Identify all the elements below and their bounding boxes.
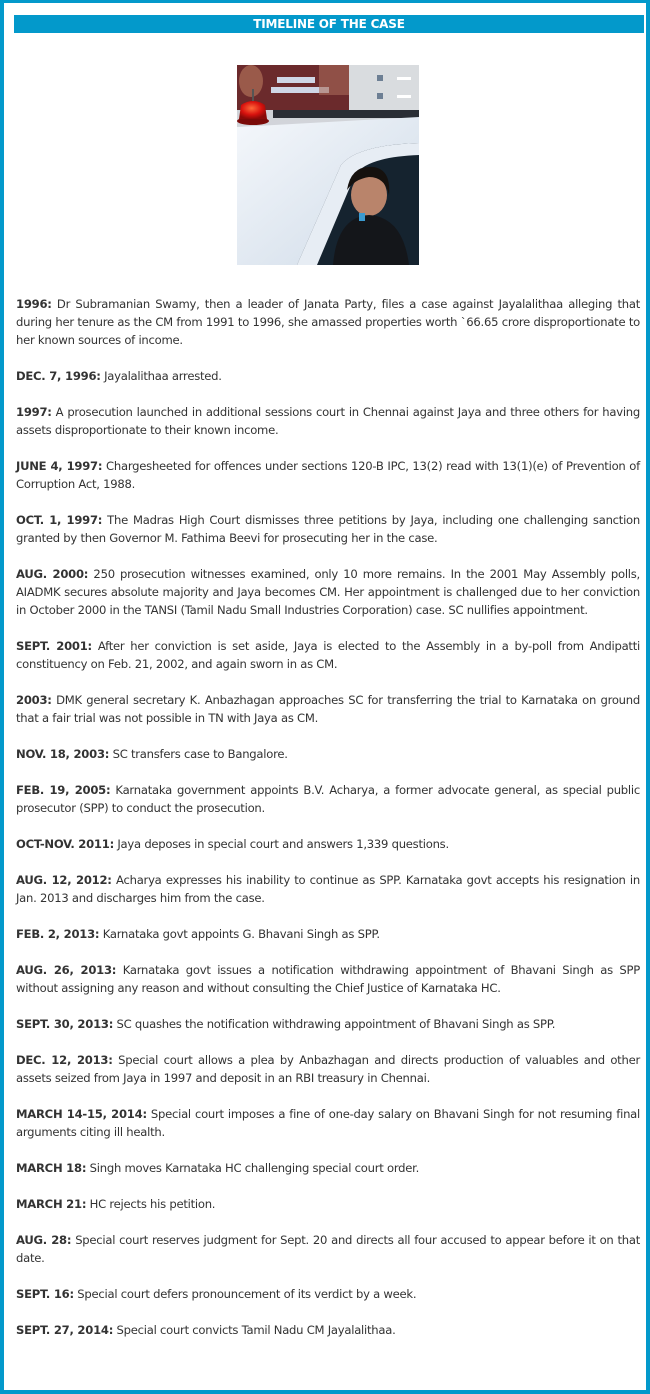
timeline-text: Special court defers pronouncement of its verdict by a week. bbox=[73, 1287, 417, 1301]
timeline-entry bbox=[16, 295, 640, 349]
timeline-text: Jaya deposes in special court and answers 1,339 questions. bbox=[113, 837, 449, 851]
timeline-text: DMK general secretary K. Anbazhagan approaches SC for transferring the trial to Karnataka on ground that a fair trial was not possible in TN with Jaya as CM. bbox=[16, 693, 640, 725]
timeline-text: Special court reserves judgment for Sept. 20 and directs all four accused to appear before it on that date. bbox=[16, 1233, 640, 1265]
timeline-date: AUG. 2000: bbox=[16, 567, 89, 581]
timeline-entry bbox=[16, 457, 640, 493]
timeline-text: A prosecution launched in additional sessions court in Chennai against Jaya and three others for having assets disproportionate to their known income. bbox=[16, 405, 640, 437]
timeline-text: Singh moves Karnataka HC challenging special court order. bbox=[86, 1161, 420, 1175]
timeline-date: 2003: bbox=[16, 693, 52, 707]
timeline-entry bbox=[16, 871, 640, 907]
timeline-entry bbox=[16, 637, 640, 673]
timeline-entry bbox=[16, 1159, 640, 1177]
timeline-date: SEPT. 27, 2014: bbox=[16, 1323, 114, 1337]
timeline-text: Jayalalithaa arrested. bbox=[100, 369, 222, 383]
timeline-text: Karnataka government appoints B.V. Acharya, a former advocate general, as special public prosecutor (SPP) to conduct the prosecution. bbox=[16, 783, 640, 815]
timeline-text: 250 prosecution witnesses examined, only 10 more remains. In the 2001 May Assembly polls, AIADMK secures absolute majority and Jaya becomes CM. Her appointment is challenged due to her conviction in October 2000 in the TANSI (Tamil Nadu Small Industries Corporation) case. SC nullifies appointment. bbox=[16, 567, 640, 617]
timeline-text: The Madras High Court dismisses three petitions by Jaya, including one challenging sanction granted by then Governor M. Fathima Beevi for prosecuting her in the case. bbox=[16, 513, 641, 545]
timeline-entry bbox=[16, 1231, 640, 1267]
timeline-date: AUG. 12, 2012: bbox=[16, 873, 112, 887]
timeline-entry bbox=[16, 781, 640, 817]
timeline-entry bbox=[16, 367, 640, 385]
timeline-entry bbox=[16, 1015, 640, 1033]
timeline-date: MARCH 18: bbox=[16, 1161, 87, 1175]
timeline-date: DEC. 7, 1996: bbox=[16, 369, 101, 383]
timeline-text: SC transfers case to Bangalore. bbox=[109, 747, 288, 761]
timeline-date: OCT-NOV. 2011: bbox=[16, 837, 114, 851]
timeline-date: SEPT. 16: bbox=[16, 1287, 74, 1301]
timeline-entry bbox=[16, 1195, 640, 1213]
timeline-date: FEB. 19, 2005: bbox=[16, 783, 111, 797]
timeline-date: 1996: bbox=[16, 297, 52, 311]
timeline-text: SC quashes the notification withdrawing appointment of Bhavani Singh as SPP. bbox=[113, 1017, 556, 1031]
timeline-entry bbox=[16, 961, 640, 997]
timeline-text: After her conviction is set aside, Jaya is elected to the Assembly in a by-poll from Andipatti constituency on Feb. 21, 2002, and again sworn in as CM. bbox=[16, 639, 640, 671]
timeline-text: HC rejects his petition. bbox=[86, 1197, 216, 1211]
timeline-entry bbox=[16, 1321, 640, 1339]
timeline-date: OCT. 1, 1997: bbox=[16, 513, 103, 527]
timeline-date: SEPT. 2001: bbox=[16, 639, 92, 653]
timeline-text: Special court allows a plea by Anbazhagan and directs production of valuables and other assets seized from Jaya in 1997 and deposit in an RBI treasury in Chennai. bbox=[16, 1053, 640, 1085]
timeline-date: AUG. 26, 2013: bbox=[16, 963, 117, 977]
timeline-date: DEC. 12, 2013: bbox=[16, 1053, 113, 1067]
timeline-entry bbox=[16, 835, 640, 853]
timeline-text: Special court imposes a fine of one-day salary on Bhavani Singh for not resuming final arguments citing ill health. bbox=[16, 1107, 640, 1139]
timeline-entry bbox=[16, 691, 640, 727]
timeline-text: Acharya expresses his inability to continue as SPP. Karnataka govt accepts his resignation in Jan. 2013 and discharges him from the case. bbox=[16, 873, 640, 905]
timeline-date: FEB. 2, 2013: bbox=[16, 927, 100, 941]
timeline-entry bbox=[16, 1285, 640, 1303]
timeline-text: Karnataka govt issues a notification withdrawing appointment of Bhavani Singh as SPP without assigning any reason and without consulting the Chief Justice of Karnataka HC. bbox=[16, 963, 641, 995]
timeline-entry bbox=[16, 511, 640, 547]
timeline-list bbox=[16, 295, 640, 1357]
timeline-date: JUNE 4, 1997: bbox=[16, 459, 103, 473]
timeline-entry bbox=[16, 925, 640, 943]
timeline-text: Special court convicts Tamil Nadu CM Jayalalithaa. bbox=[113, 1323, 396, 1337]
timeline-date: AUG. 28: bbox=[16, 1233, 72, 1247]
timeline-entry bbox=[16, 1051, 640, 1087]
timeline-text: Chargesheeted for offences under sections 120-B IPC, 13(2) read with 13(1)(e) of Prevention of Corruption Act, 1988. bbox=[16, 459, 640, 491]
timeline-text: Karnataka govt appoints G. Bhavani Singh as SPP. bbox=[99, 927, 380, 941]
timeline-entry bbox=[16, 403, 640, 439]
timeline-entry bbox=[16, 1105, 640, 1141]
news-photo bbox=[237, 65, 419, 265]
timeline-date: 1997: bbox=[16, 405, 52, 419]
timeline-date: SEPT. 30, 2013: bbox=[16, 1017, 114, 1031]
timeline-entry bbox=[16, 565, 640, 619]
timeline-date: NOV. 18, 2003: bbox=[16, 747, 110, 761]
page-title: TIMELINE OF THE CASE bbox=[14, 15, 644, 33]
timeline-date: MARCH 14-15, 2014: bbox=[16, 1107, 147, 1121]
timeline-text: Dr Subramanian Swamy, then a leader of Janata Party, files a case against Jayalalithaa alleging that during her tenure as the CM from 1991 to 1996, she amassed properties worth `66.65 crore disproportionate to her known sources of income. bbox=[16, 297, 640, 347]
timeline-entry bbox=[16, 745, 640, 763]
timeline-date: MARCH 21: bbox=[16, 1197, 87, 1211]
